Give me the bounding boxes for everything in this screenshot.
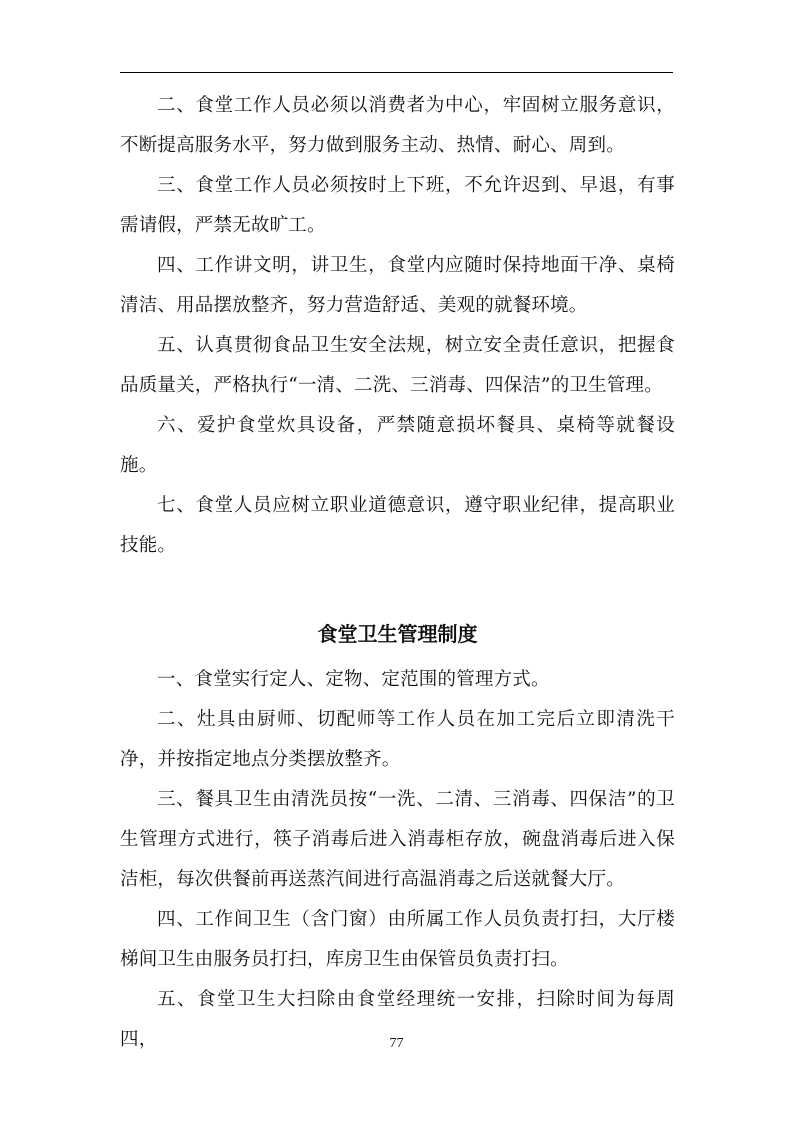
- paragraph: 四、工作讲文明，讲卫生，食堂内应随时保持地面干净、桌椅清洁、用品摆放整齐，努力营造舒适、美观的就餐环境。: [120, 255, 675, 316]
- paragraph: 三、食堂工作人员必须按时上下班，不允许迟到、早退，有事需请假，严禁无故旷工。: [120, 175, 675, 236]
- paragraph: 四、工作间卫生（含门窗）由所属工作人员负责打扫，大厅楼梯间卫生由服务员打扫，库房卫生由保管员负责打扫。: [120, 909, 675, 970]
- paragraph: 二、食堂工作人员必须以消费者为中心，牢固树立服务意识，不断提高服务水平，努力做到服务主动、热情、耐心、周到。: [120, 95, 675, 156]
- page-number: 77: [389, 1036, 404, 1051]
- document-body: [120, 86, 675, 1060]
- paragraph: 六、爱护食堂炊具设备，严禁随意损坏餐具、桌椅等就餐设施。: [120, 415, 675, 476]
- paragraph: 二、灶具由厨师、切配师等工作人员在加工完后立即清洗干净，并按指定地点分类摆放整齐。: [120, 709, 675, 770]
- section-title: 食堂卫生管理制度: [317, 622, 478, 646]
- section-spacer: [120, 566, 675, 614]
- paragraph: 七、食堂人员应树立职业道德意识，遵守职业纪律，提高职业技能。: [120, 495, 675, 556]
- paragraph: 五、认真贯彻食品卫生安全法规，树立安全责任意识，把握食品质量关，严格执行“一清、二洗、三消毒、四保洁”的卫生管理。: [120, 335, 675, 396]
- paragraph: 一、食堂实行定人、定物、定范围的管理方式。: [157, 669, 550, 690]
- header-rule: [120, 72, 673, 73]
- paragraph: 三、餐具卫生由清洗员按“一洗、二清、三消毒、四保洁”的卫生管理方式进行，筷子消毒后进入消毒柜存放，碗盘消毒后进入保洁柜，每次供餐前再送蒸汽间进行高温消毒之后送就餐大厅。: [120, 789, 675, 890]
- paragraph: 五、食堂卫生大扫除由食堂经理统一安排，扫除时间为每周四，: [120, 989, 675, 1050]
